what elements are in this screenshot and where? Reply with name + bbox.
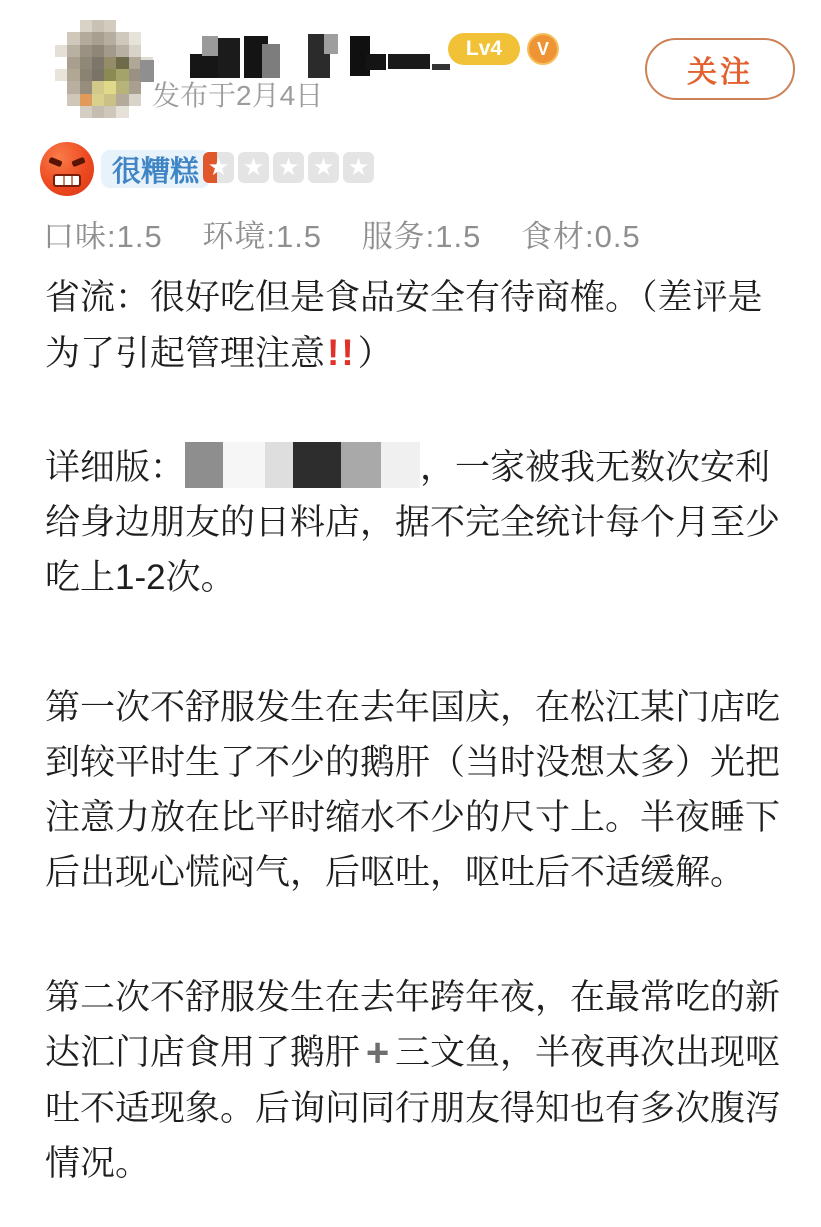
star-icon: ★ (273, 152, 304, 183)
redaction-block (202, 36, 218, 56)
score-row (43, 211, 641, 256)
redaction-block (432, 64, 450, 70)
avatar[interactable] (55, 20, 153, 118)
score-service: 服务:1.5 (361, 219, 482, 254)
detail-label: 详细版： (45, 448, 186, 487)
level-badge: Lv4 (448, 33, 520, 65)
redacted-store-name (185, 442, 420, 488)
redaction-block (366, 54, 386, 70)
verified-badge-icon: V (527, 33, 559, 65)
publish-date: 发布于2月4日 (152, 80, 324, 111)
summary-close: ） (357, 334, 393, 373)
review-detail-intro (45, 440, 793, 605)
double-exclamation-icon: !! (327, 332, 356, 373)
score-environment: 环境:1.5 (202, 219, 323, 254)
angry-face-icon (40, 142, 94, 196)
review-incident-2 (45, 970, 793, 1191)
summary-text: 省流：很好吃但是食品安全有待商榷。（差评是为了引起管理注意 (45, 278, 763, 373)
redacted-username[interactable] (140, 28, 450, 80)
plus-icon: + (365, 1031, 390, 1075)
redaction-block (262, 44, 280, 78)
review-summary (45, 270, 793, 381)
score-taste: 口味:1.5 (43, 219, 163, 254)
star-rating (203, 152, 374, 183)
star-icon: ★ (343, 152, 374, 183)
star-icon: ★ (203, 152, 234, 183)
score-ingredients: 食材:0.5 (521, 219, 641, 254)
incident2-text-b: 三文鱼，半夜再次出现呕吐不适现象。后询问同行朋友得知也有多次腹泻情况。 (45, 1033, 781, 1183)
follow-button[interactable]: 关注 (645, 38, 795, 100)
incident2-text-a: 第二次不舒服发生在去年跨年夜，在最常吃的新达汇门店食用了鹅肝 (45, 978, 781, 1072)
review-incident-1: 第一次不舒服发生在去年国庆，在松江某门店吃到较平时生了不少的鹅肝（当时没想太多）光把注意力放在比平时缩水不少的尺寸上。半夜睡下后出现心慌闷气，后呕吐，呕吐后不适缓解。 (45, 688, 781, 892)
redaction-block (388, 54, 430, 69)
sentiment-label: 很糟糕 (101, 150, 210, 188)
redaction-block (324, 34, 338, 54)
detail-text: ，一家被我无数次安利给身边朋友的日料店，据不完全统计每个月至少吃上1-2次。 (45, 448, 781, 597)
star-icon: ★ (238, 152, 269, 183)
redaction-block (218, 38, 240, 78)
star-icon: ★ (308, 152, 339, 183)
